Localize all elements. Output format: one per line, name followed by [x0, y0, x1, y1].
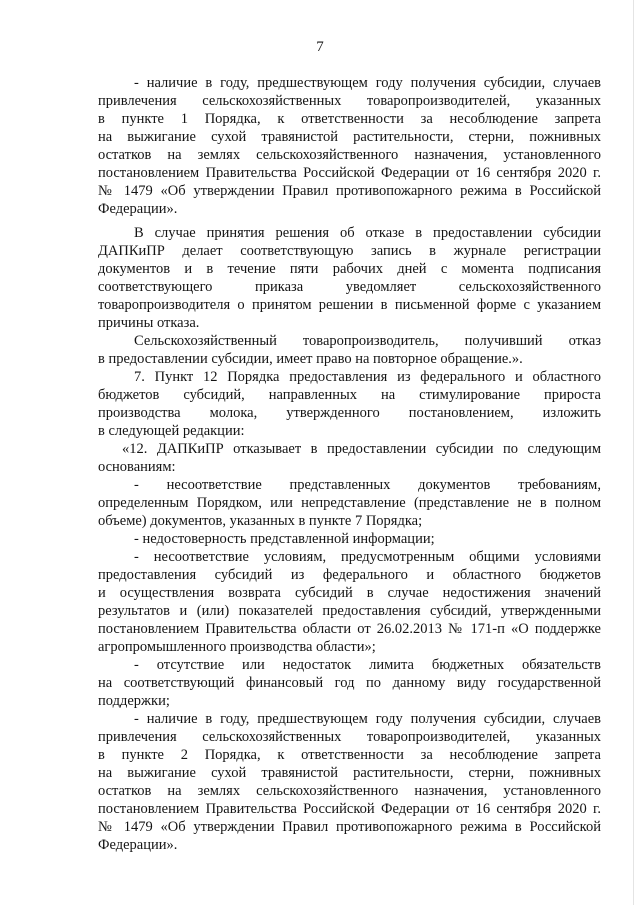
text-line: объеме) документов, указанных в пункте 7 Порядка; — [98, 513, 423, 529]
text-line: на соответствующий финансовый год по данному виду государственной — [98, 675, 601, 691]
text-line: товаропроизводителя о принятом решении в письменной форме с указанием — [98, 297, 601, 313]
text-line: причины отказа. — [98, 315, 200, 331]
text-line: № 1479 «Об утверждении Правил противопожарного режима в Российской — [98, 183, 601, 199]
text-line: Сельскохозяйственный товаропроизводитель, получивший отказ — [134, 333, 601, 349]
text-line: - наличие в году, предшествующем году получения субсидии, случаев — [134, 711, 601, 727]
text-line: Федерации». — [98, 837, 178, 853]
text-line: № 1479 «Об утверждении Правил противопожарного режима в Российской — [98, 819, 601, 835]
text-line: в следующей редакции: — [98, 423, 245, 439]
text-line: на выжигание сухой травянистой растительности, стерни, пожнивных — [98, 765, 601, 781]
text-line: производства молока, утвержденного постановлением, изложить — [98, 405, 601, 421]
document-body — [98, 74, 601, 854]
text-line: - наличие в году, предшествующем году получения субсидии, случаев — [134, 75, 601, 91]
text-line: постановлением Правительства Российской Федерации от 16 сентября 2020 г. — [98, 165, 601, 181]
text-line: - недостоверность представленной информации; — [134, 531, 435, 547]
page-number: 7 — [316, 39, 324, 55]
text-line: на выжигание сухой травянистой растительности, стерни, пожнивных — [98, 129, 601, 145]
text-line: привлечения сельскохозяйственных товаропроизводителей, указанных — [98, 729, 601, 745]
text-line: - несоответствие представленных документов требованиям, — [134, 477, 601, 493]
text-line: бюджетов субсидий, направленных на стимулирование прироста — [98, 387, 601, 403]
text-line: «12. ДАПКиПР отказывает в предоставлении субсидии по следующим — [122, 441, 601, 457]
text-line: в пункте 1 Порядка, к ответственности за несоблюдение запрета — [98, 111, 601, 127]
text-line: Федерации». — [98, 201, 178, 217]
text-line: постановлением Правительства Российской Федерации от 16 сентября 2020 г. — [98, 801, 601, 817]
text-line: результатов и (или) показателей предоставления субсидий, утвержденными — [98, 603, 601, 619]
text-line: поддержки; — [98, 693, 170, 709]
text-line: предоставления субсидий из федерального и областного бюджетов — [98, 567, 601, 583]
text-line: в предоставлении субсидии, имеет право на повторное обращение.». — [98, 351, 523, 367]
text-line: ДАПКиПР делает соответствующую запись в журнале регистрации — [98, 243, 601, 259]
text-line: остатков на землях сельскохозяйственного назначения, установленного — [98, 147, 601, 163]
text-line: основаниям: — [98, 459, 176, 475]
text-line: документов и в течение пяти рабочих дней с момента подписания — [98, 261, 601, 277]
text-line: в пункте 2 Порядка, к ответственности за несоблюдение запрета — [98, 747, 601, 763]
text-line: соответствующего приказа уведомляет сельскохозяйственного — [98, 279, 601, 295]
text-line: - несоответствие условиям, предусмотренным общими условиями — [134, 549, 601, 565]
text-line: В случае принятия решения об отказе в предоставлении субсидии — [134, 225, 601, 241]
text-line: постановлением Правительства области от 26.02.2013 № 171-п «О поддержке — [98, 621, 601, 637]
scan-edge-line — [633, 0, 634, 905]
text-line: агропромышленного производства области»; — [98, 639, 376, 655]
text-line: определенным Порядком, или непредставление (представление не в полном — [98, 495, 601, 511]
text-line: остатков на землях сельскохозяйственного назначения, установленного — [98, 783, 601, 799]
text-line: привлечения сельскохозяйственных товаропроизводителей, указанных — [98, 93, 601, 109]
text-line: 7. Пункт 12 Порядка предоставления из федерального и областного — [134, 369, 601, 385]
text-line: и осуществления возврата субсидий в случае недостижения значений — [98, 585, 601, 601]
text-line: - отсутствие или недостаток лимита бюджетных обязательств — [134, 657, 601, 673]
